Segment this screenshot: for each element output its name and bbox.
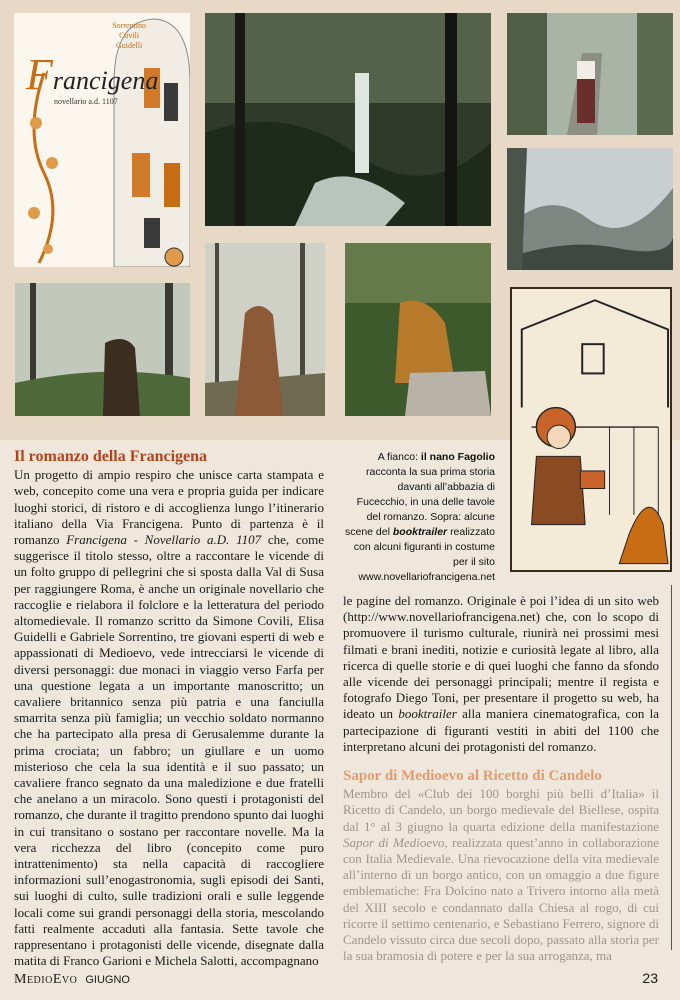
- article-body-1: Un progetto di ampio respiro che unisce carta stampata e web, concepito come una vera e propria guida per indicare luoghi storici, di ristoro e di accoglienza lungo l’itinerario italiano della Via Francigena. Punto di partenza è il romanzo Francigena - Novellario a.D. 1107 che, come suggerisce il titolo stesso, oltre a raccontare le vicende di un folto gruppo di pellegrini che si sposta dalla Val di Susa per raggiungere Roma, è anche un originale novellario che raccoglie e rielabora il folclore e la letteratura del periodo altomedievale. Il romanzo scritto da Simone Covili, Elisa Guidelli e Gabriele Sorrentino, tre giovani esperti di web e appassionati di Medioevo, vede intrecciarsi le vicende di diversi personaggi: due monaci in viaggio verso Farfa per una questione legata a un importante manoscritto; un cavaliere britannico senza più patria e una fanciulla smarrita senza più famiglia; un vecchio soldato normanno che ha partecipato alla presa di Gerusalemme durante la prima crociata; un fabbro; un giullare e un uomo misterioso che cela la sua identità e il suo passato; un cavaliere franco segnato da una maledizione e due fratelli che anelano a un miracolo. Sono questi i protagonisti del romanzo, che durante il tragitto prendono spunto dai luoghi in cui transitano o sostano per raccontare novelle. Ma la vera ricchezza del libro (concepito come puro intrattenimento) sta nella capacità di raccogliere informazioni sull’enogastronomia, sugli episodi dei Santi, sui luoghi di culto, sulle tradizioni orali e sulle leggende locali come sui grandi personaggi della storia, mescolando fatti realmente accaduti alla fantasia. Sette tavole che rappresentano i protagonisti delle vicende, disegnate dalla matita di Franco Garioni e Michela Salotti, accompagnano: [14, 467, 325, 969]
- cover-authors: Sorrentino Covili Guidelli: [112, 21, 146, 50]
- misty-mountains-photo: [507, 148, 673, 270]
- article-column-2: [343, 593, 659, 755]
- sidebar-article: [343, 768, 659, 964]
- sidebar-heading: Sapor di Medioevo al Ricetto di Candelo: [343, 768, 602, 784]
- article-body-2: le pagine del romanzo. Originale è poi l’idea di un sito web (http://www.novellariofrancigena.net) che, con lo scopo di promuovere il turismo culturale, riunirà nei prossimi mesi filmati e brani inediti, notizie e curiosità legate al libro, alla ricerca di quelle storie e di quei luoghi che fanno da sfondo alle vicende dei personaggi principali; mentre il regista e fotografo Diego Toni, per presentare il progetto su web, ha ideato un booktrailer alla maniera cinematografica, con la partecipazione di figuranti vestiti in abiti del 1100 che interpretano alcuni dei protagonisti del romanzo.: [343, 593, 659, 754]
- article-column-1: [14, 449, 324, 970]
- cover-title: Francigena: [26, 50, 159, 99]
- nano-fagolio-illustration: [510, 287, 672, 572]
- path-walker-photo: [507, 13, 673, 135]
- page-footer: [14, 972, 130, 988]
- page-number: 23: [642, 970, 658, 986]
- magazine-brand: MedioEvo: [14, 972, 78, 987]
- book-cover: [14, 13, 190, 267]
- cover-subtitle: novellario a.d. 1107: [54, 97, 118, 106]
- article-heading: Il romanzo della Francigena: [14, 448, 208, 465]
- sidebar-body: Membro del «Club dei 100 borghi più belli d’Italia» il Ricetto di Candelo, un borgo medievale del Biellese, ospita dal 1° al 3 giugno la quarta edizione della manifestazione Sapor di Medioevo, realizzata quest’anno in collaborazione con Italia Medievale. Una rievocazione della vita medievale all’interno di un borgo antico, con un omaggio a due figure emblematiche: Fra Dolcino nato a Trivero intorno alla metà del XIII secolo e condannato dalla Chiesa al rogo, di cui ricorre il settimo centenario, e Sebastiano Ferrero, signore di Candelo vissuto circa due secoli dopo, passato alla storia per la sua bramosia di potere e per la sua arroganza, ma: [343, 786, 660, 964]
- kneeling-figure-photo: [345, 243, 491, 416]
- photo-caption: A fianco: il nano Fagolio racconta la sua prima storia davanti all’abbazia di Fucecchio, in una delle tavole del romanzo. Sopra: alcune scene del booktrailer realizzato con alcuni figuranti in costume per il sito www.novellariofrancigena.net: [345, 451, 496, 583]
- hooded-figure-photo: [205, 243, 325, 416]
- monk-forest-photo: [15, 283, 190, 416]
- waterfall-photo: [205, 13, 491, 226]
- column-rule: [671, 585, 672, 950]
- issue-month: GIUGNO: [85, 974, 130, 986]
